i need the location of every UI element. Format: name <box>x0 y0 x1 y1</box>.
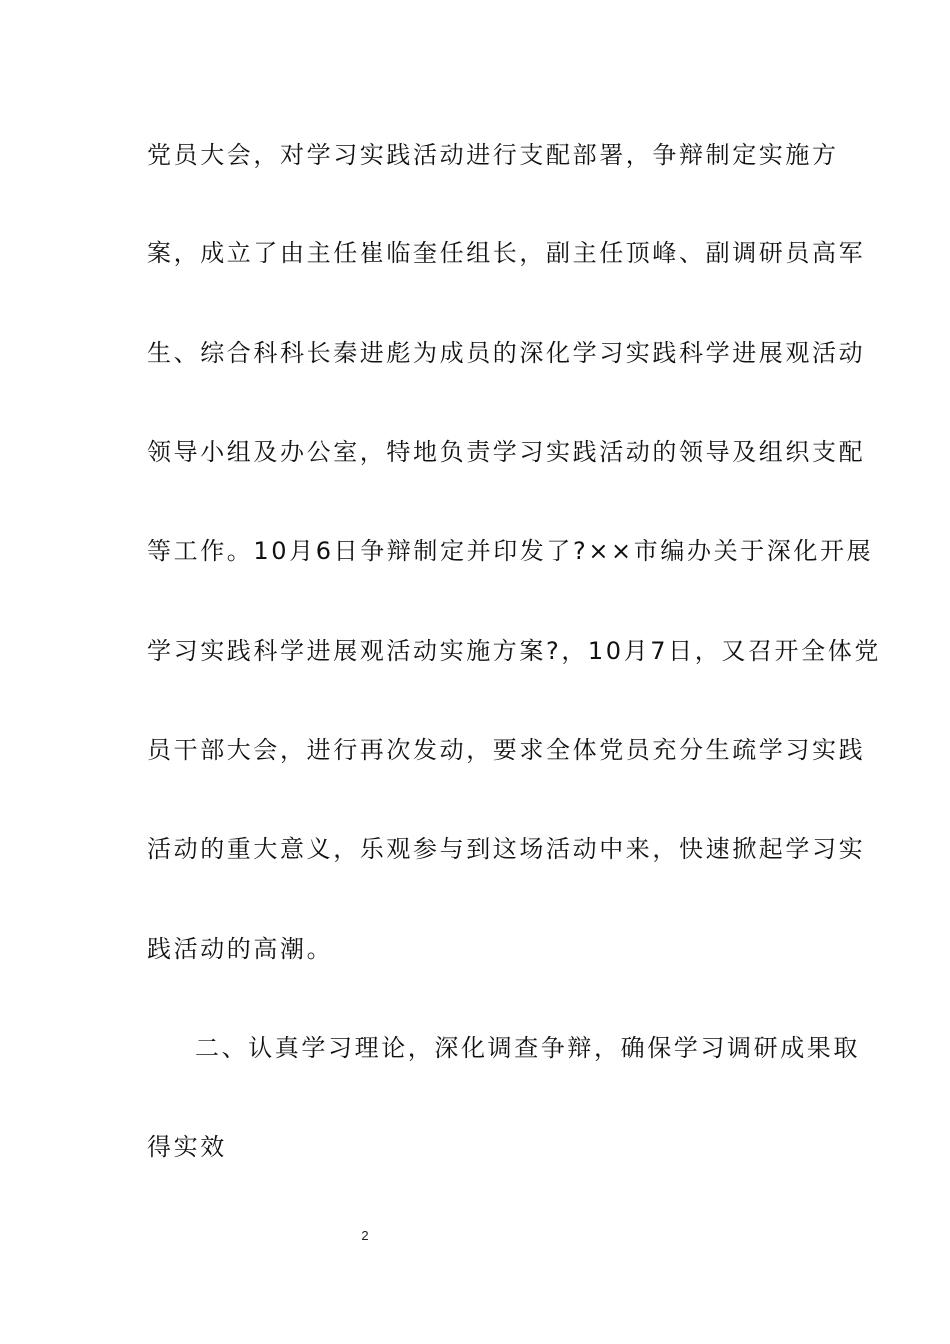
paragraph-line: 等工作。10月6日争辩制定并印发了?××市编办关于深化开展 <box>147 537 874 565</box>
section-heading-line: 得实效 <box>147 1133 227 1161</box>
section-heading-line: 二、认真学习理论，深化调查争辩，确保学习调研成果取 <box>195 1034 860 1062</box>
paragraph-line: 领导小组及办公室，特地负责学习实践活动的领导及组织支配 <box>147 438 866 466</box>
paragraph-line: 践活动的高潮。 <box>147 935 334 963</box>
paragraph-line: 生、综合科科长秦进彪为成员的深化学习实践科学进展观活动 <box>147 339 866 367</box>
paragraph-line: 活动的重大意义，乐观参与到这场活动中来，快速掀起学习实 <box>147 835 866 863</box>
paragraph-line: 学习实践科学进展观活动实施方案?，10月7日，又召开全体党 <box>147 637 881 665</box>
paragraph-line: 党员大会，对学习实践活动进行支配部署，争辩制定实施方 <box>147 141 839 169</box>
paragraph-line: 案，成立了由主任崔临奎任组长，副主任顶峰、副调研员高军 <box>147 239 866 267</box>
paragraph-line: 员干部大会，进行再次发动，要求全体党员充分生疏学习实践 <box>147 736 866 764</box>
page-number: 2 <box>361 1228 369 1243</box>
